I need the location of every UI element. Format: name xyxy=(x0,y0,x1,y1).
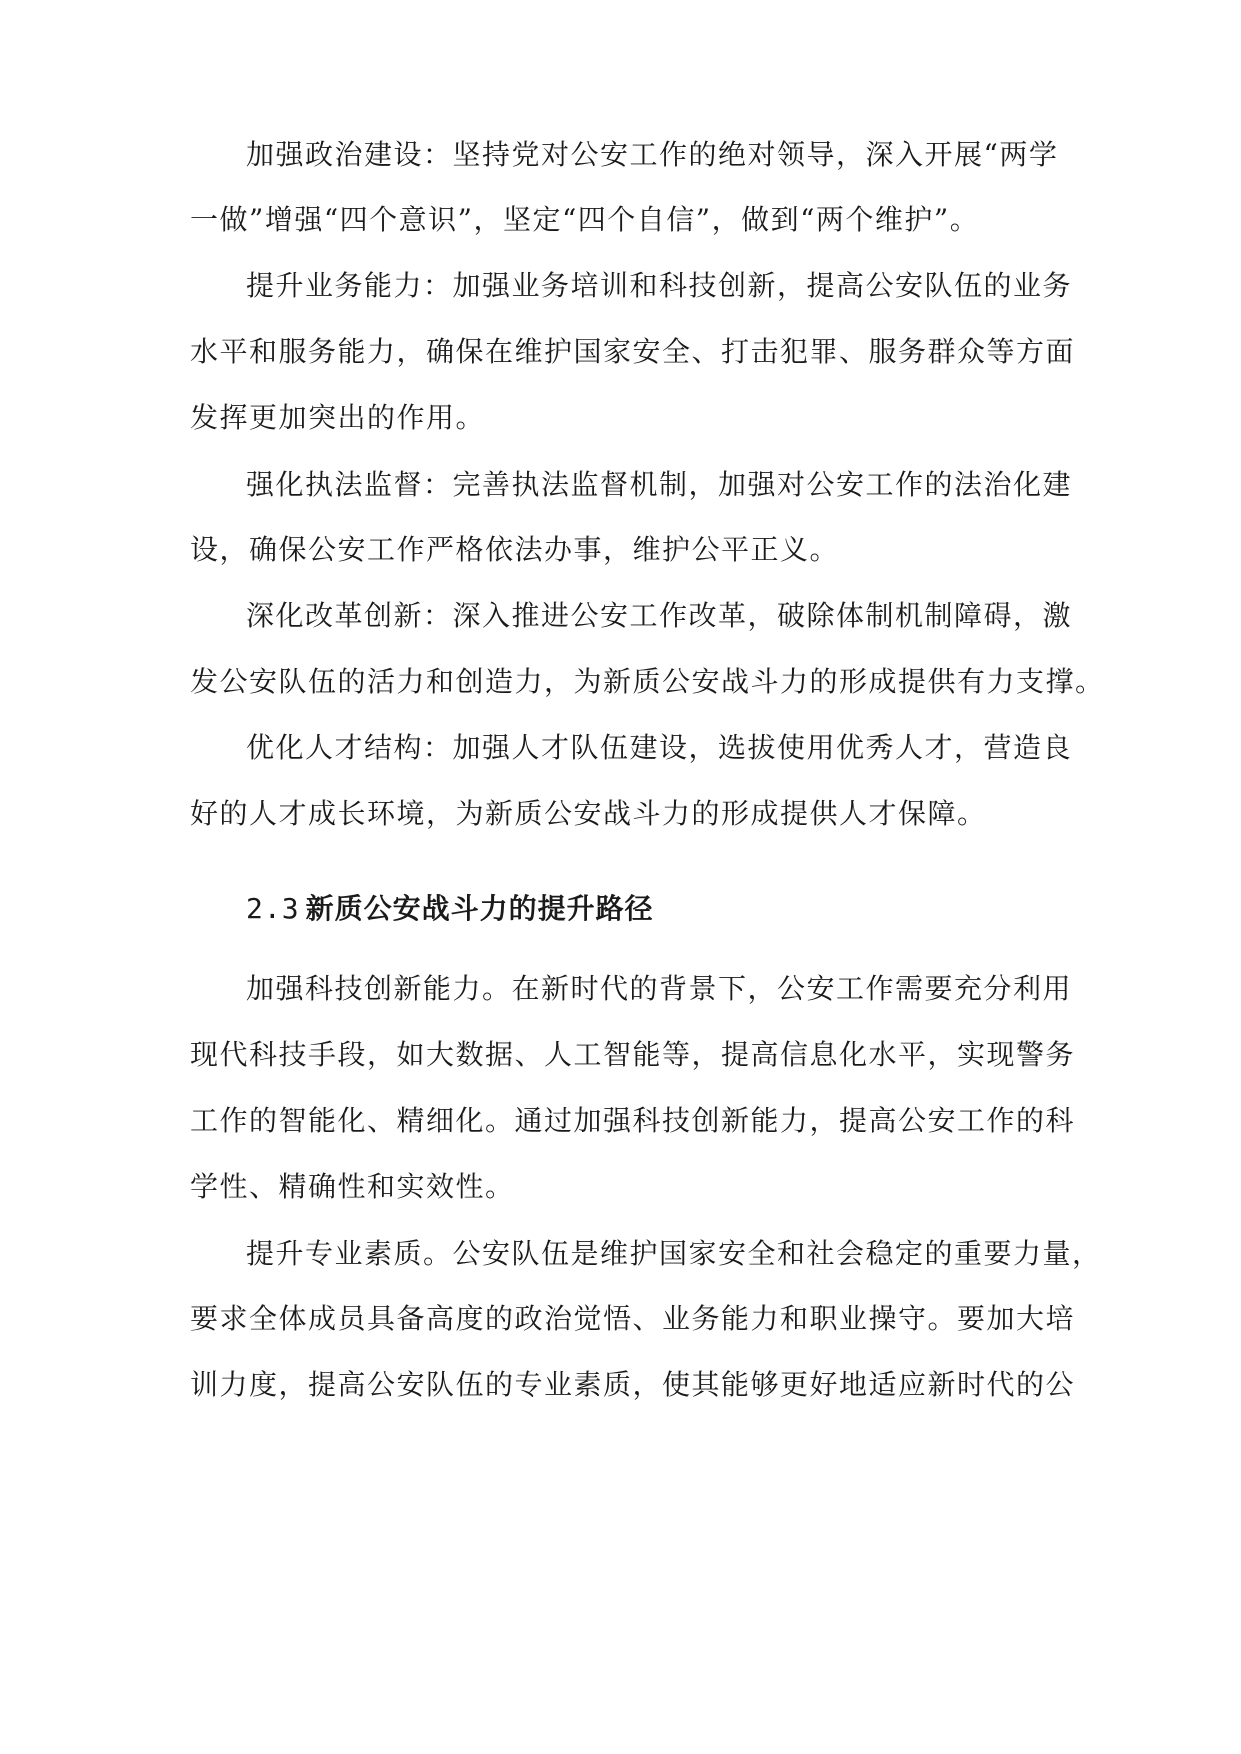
paragraph-tech-line-3: 工作的智能化、精细化。通过加强科技创新能力，提高公安工作的科 xyxy=(190,1104,1076,1137)
paragraph-supervision-line-1: 强化执法监督：完善执法监督机制，加强对公安工作的法治化建 xyxy=(246,468,1073,501)
paragraph-talent-line-2: 好的人才成长环境，为新质公安战斗力的形成提供人才保障。 xyxy=(190,797,987,830)
paragraph-business-line-2: 水平和服务能力，确保在维护国家安全、打击犯罪、服务群众等方面 xyxy=(190,335,1076,368)
paragraph-talent-line-1: 优化人才结构：加强人才队伍建设，选拔使用优秀人才，营造良 xyxy=(246,731,1073,764)
paragraph-professional-line-3: 训力度，提高公安队伍的专业素质，使其能够更好地适应新时代的公 xyxy=(190,1368,1076,1401)
paragraph-tech-line-4: 学性、精确性和实效性。 xyxy=(190,1170,515,1203)
paragraph-reform-line-1: 深化改革创新：深入推进公安工作改革，破除体制机制障碍，激 xyxy=(246,599,1073,632)
paragraph-business-line-3: 发挥更加突出的作用。 xyxy=(190,401,486,434)
paragraph-reform-line-2: 发公安队伍的活力和创造力，为新质公安战斗力的形成提供有力支撑。 xyxy=(190,665,1105,698)
paragraph-tech-line-1: 加强科技创新能力。在新时代的背景下，公安工作需要充分利用 xyxy=(246,972,1073,1005)
paragraph-supervision-line-2: 设，确保公安工作严格依法办事，维护公平正义。 xyxy=(190,533,840,566)
paragraph-political-line-2: 一做”增强“四个意识”，坚定“四个自信”，做到“两个维护”。 xyxy=(190,203,980,236)
paragraph-professional-line-2: 要求全体成员具备高度的政治觉悟、业务能力和职业操守。要加大培 xyxy=(190,1302,1076,1335)
paragraph-political-line-1: 加强政治建设：坚持党对公安工作的绝对领导，深入开展“两学 xyxy=(246,138,1059,171)
section-title: 新质公安战斗力的提升路径 xyxy=(305,892,654,925)
paragraph-business-line-1: 提升业务能力：加强业务培训和科技创新，提高公安队伍的业务 xyxy=(246,269,1073,302)
section-heading xyxy=(246,889,1060,929)
paragraph-professional-line-1: 提升专业素质。公安队伍是维护国家安全和社会稳定的重要力量， xyxy=(246,1237,1102,1270)
paragraph-tech-line-2: 现代科技手段，如大数据、人工智能等，提高信息化水平，实现警务 xyxy=(190,1038,1076,1071)
section-number: 2.3 xyxy=(246,892,300,925)
